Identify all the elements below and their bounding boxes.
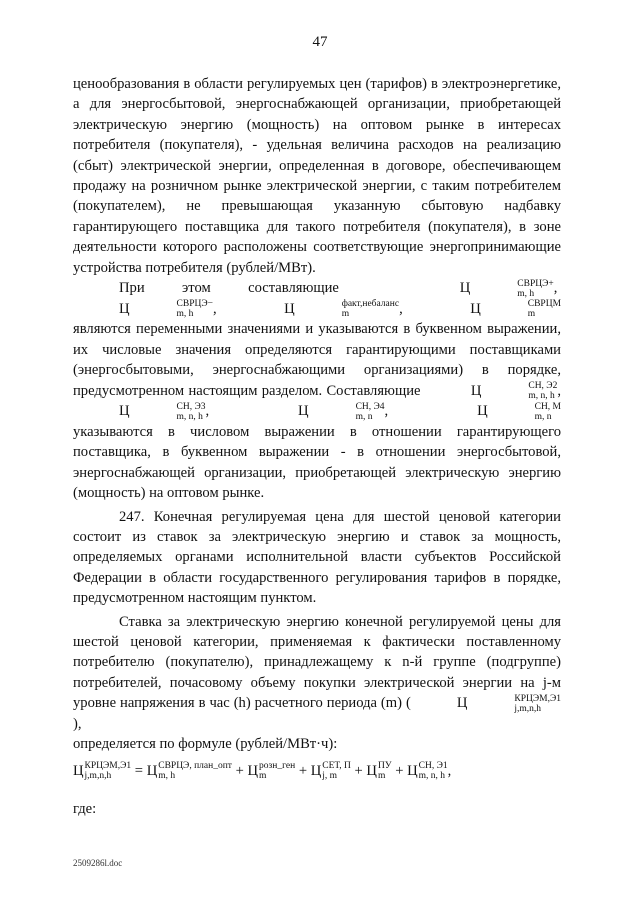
symbol-sn-e4: Ц СН, Э4 m, n (298, 401, 385, 422)
formula-term-4: Ц ПУ m (366, 761, 392, 782)
formula-term-2: Ц розн_ген m (247, 761, 296, 782)
formula-lhs: Ц КРЦЭМ,Э1 j,m,n,h (73, 761, 132, 782)
paragraph-2-end: указываются в числовом выражении в отношении гарантирующего поставщика, в буквенном выражении - в отношении энергосбытовой, энергоснабжающей организации, приобретающей электрическую энергию (мощность) на оптовом рынке. (73, 423, 561, 502)
paragraph-4-formula-intro: определяется по формуле (рублей/МВт·ч): (73, 736, 338, 753)
paragraph-4: Ставка за электрическую энергию конечной регулируемой цены для шестой ценовой категории, применяемая к фактически поставленному потребителю (покупателю), принадлежащему к n-й группе (подгруппе) потребителей, почасовому объему покупки электрической энергии на j-м уровне напряжения в час (h) расчетного периода (m) ( Ц КРЦЭМ,Э1 j,m,n,h ), (73, 613, 561, 732)
paragraph-2-mid: являются переменными значениями и указываются в буквенном выражении, их числовые значения определяются гарантирующими поставщиками (энергосбытовыми, энергоснабжающими организациями) в порядке, предусмотренном настоящим разделом. (73, 321, 561, 399)
symbol-svrce-plus: Ц СВРЦЭ+ m, h (459, 278, 554, 299)
symbol-svrcm: Ц СВРЦМ m (470, 299, 562, 320)
paragraph-2: При этом составляющие Ц СВРЦЭ+ m, h , Ц СВРЦЭ− m, h , Ц факт,небаланс m , Ц СВРЦМ m являются переменными значениями и указываются в буквенном выражении, их числовые значения определяются гарантирующими поставщиками (энергосбытовыми, энергоснабжающими организациями) в порядке, предусмотренном настоящим разделом. Составляющие Ц СН, Э2 m, n, h , Ц СН, Э3 m, n, h , Ц СН, Э4 m, n , Ц СН, М m, n указываются в числовом выражении в отношении гарантирующего поставщика, в буквенном выражении - в отношении энергосбытовой, энергоснабжающей организации, приобретающей электрическую энергию (мощность) на оптовом рынке. (73, 278, 562, 502)
paragraph-3: 247. Конечная регулируемая цена для шестой ценовой категории состоит из ставок за электрическую энергию и ставок за мощность, определяемых органами исполнительной власти субъектов Российской Федерации в области государственного регулирования тарифов в порядке, предусмотренном настоящим пунктом. (73, 508, 561, 607)
symbol-fakt-nebalans: Ц факт,небаланс m (284, 299, 400, 320)
paragraph-4-text: Ставка за электрическую энергию конечной регулируемой цены для шестой ценовой категории, применяемая к фактически поставленному потребителю (покупателю), принадлежащему к n-й группе (подгруппе) потребителей, почасовому объему покупки электрической энергии на j-м уровне напряжения в час (h) расчетного периода (m) (73, 613, 561, 712)
page-number: 47 (312, 34, 328, 50)
where-label: где: (73, 801, 97, 818)
formula-term-1: Ц СВРЦЭ, план_опт m, h (146, 761, 232, 782)
symbol-svrce-minus: Ц СВРЦЭ− m, h (119, 299, 213, 320)
formula-term-5: Ц СН, Э1 m, n, h (407, 761, 448, 782)
footer-filename: 2509286l.doc (73, 858, 123, 868)
formula: Ц КРЦЭМ,Э1 j,m,n,h = Ц СВРЦЭ, план_опт m, h + Ц розн_ген m + Ц СЕТ, П j, m + Ц ПУ m + Ц СН, Э1 m, n, h , (73, 761, 452, 782)
paragraph-2-start: При этом составляющие (119, 280, 339, 297)
paragraph-1: ценообразования в области регулируемых цен (тарифов) в электроэнергетике, а для энергосбытовой, энергоснабжающей организации, приобретающей электрическую энергию (мощность) на оптовом рынке в интересах потребителя (покупателя), - удельная величина расходов на реализацию (сбыт) электрической энергии, определенная в договоре, обеспечивающем продажу на розничном рынке электрической энергии, с таким потребителем (покупателем), не превышающая указанную сбытовую надбавку гарантирующего поставщика для такого потребителя (покупателя), в зоне деятельности которого расположены соответствующие энергопринимающие устройства потребителя (рублей/МВт). (73, 76, 561, 276)
symbol-sn-m: Ц СН, М m, n (477, 401, 562, 422)
symbol-sn-e3: Ц СН, Э3 m, n, h (119, 401, 206, 422)
document-body (73, 74, 561, 820)
paragraph-2-comp: Составляющие (326, 382, 421, 399)
formula-term-3: Ц СЕТ, П j, m (310, 761, 351, 782)
symbol-sn-e2: Ц СН, Э2 m, n, h (470, 381, 558, 402)
symbol-krcem-e1: Ц КРЦЭМ,Э1 j,m,n,h (456, 693, 561, 714)
